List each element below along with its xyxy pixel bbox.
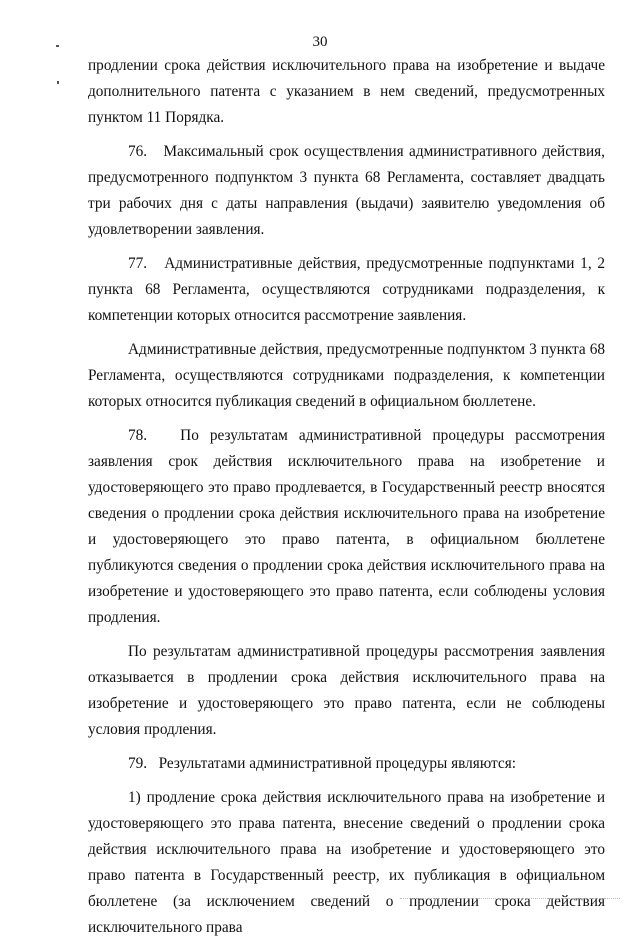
paragraph-76: 76. Максимальный срок осуществления административного действия, предусмотренного подпунктом 3 пункта 68 Регламента, составляет двадцать три рабочих дня с даты направления (выдачи) заявителю уведомления об удовлетворении заявления. xyxy=(88,143,605,238)
document-body xyxy=(88,53,605,941)
page-number: 30 xyxy=(312,34,328,50)
paragraph-78: 78. По результатам административной процедуры рассмотрения заявления срок действия исключительного права на изобретение и удостоверяющего это право продлевается, в Государственный реестр вносятся сведения о продлении срока действия исключительного права на изобретение и удостоверяющего это право патента, в официальном бюллетене публикуются сведения о продлении срока действия исключительного права на изобретение и удостоверяющего это право патента, если соблюдены условия продления. xyxy=(88,427,605,626)
paragraph-77: 77. Административные действия, предусмотренные подпунктами 1, 2 пункта 68 Регламента, осуществляются сотрудниками подразделения, к компетенции которых относится рассмотрение заявления. xyxy=(88,255,605,324)
list-item-1: 1) продление срока действия исключительного права на изобретение и удостоверяющего это права патента, внесение сведений о продлении срока действия исключительного права на изобретение и удостоверяющего это право патента в Государственный реестр, их публикация в официальном бюллетене (за исключением сведений о продлении срока действия исключительного права xyxy=(88,789,605,936)
paragraph-77-continued: Административные действия, предусмотренные подпунктом 3 пункта 68 Регламента, осуществляются сотрудниками подразделения, к компетенции которых относится публикация сведений в официальном бюллетене. xyxy=(88,341,605,410)
scan-speck xyxy=(56,45,59,47)
paragraph-79: 79. Результатами административной процедуры являются: xyxy=(128,755,517,772)
paragraph-continuation: продлении срока действия исключительного права на изобретение и выдаче дополнительного патента с указанием в нем сведений, предусмотренных пунктом 11 Порядка. xyxy=(88,57,605,126)
scan-artifact-line xyxy=(400,898,620,900)
scan-speck xyxy=(57,81,59,84)
paragraph-78-continued: По результатам административной процедуры рассмотрения заявления отказывается в продлении срока действия исключительного права на изобретение и удостоверяющего это право патента, если не соблюдены условия продления. xyxy=(88,643,605,738)
